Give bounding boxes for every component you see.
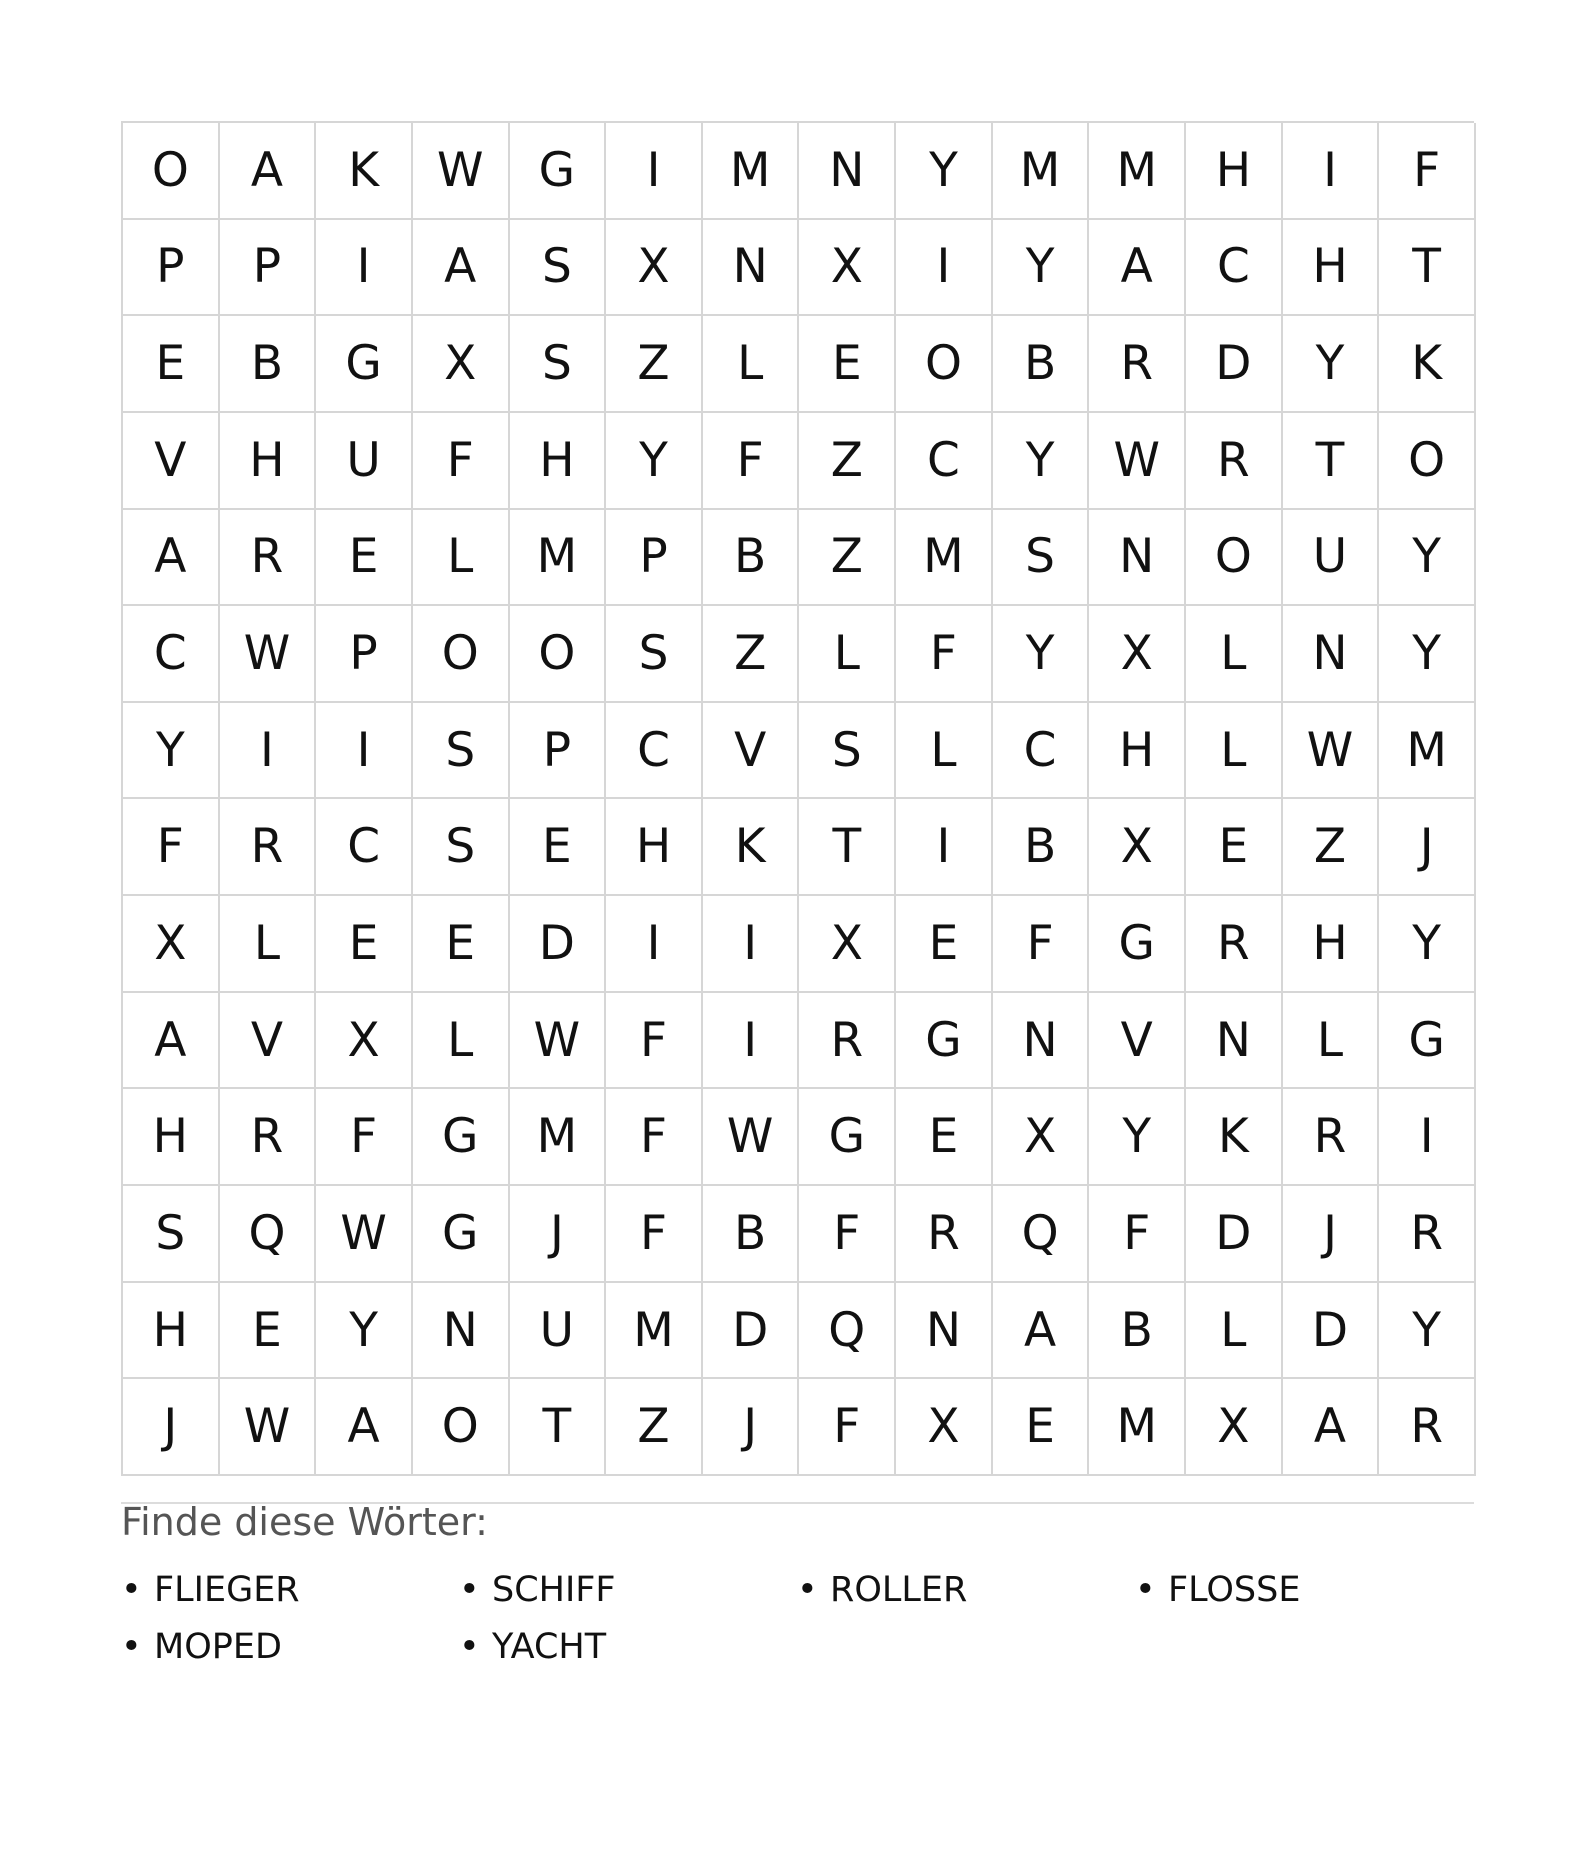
grid-cell[interactable]: Y (993, 606, 1090, 703)
word-list-item (121, 1568, 459, 1612)
grid-cell[interactable]: G (1379, 993, 1476, 1090)
word-list-item (797, 1568, 1135, 1612)
grid-cell[interactable]: B (1089, 1283, 1186, 1380)
grid-cell[interactable]: C (123, 606, 220, 703)
grid-cell[interactable]: R (1186, 896, 1283, 993)
grid-cell[interactable]: P (123, 220, 220, 317)
grid-cell[interactable]: O (413, 606, 510, 703)
grid-cell[interactable]: O (896, 316, 993, 413)
grid-cell[interactable]: H (510, 413, 607, 510)
grid-cell[interactable]: O (123, 123, 220, 220)
grid-cell[interactable]: F (413, 413, 510, 510)
grid-cell[interactable]: Y (1283, 316, 1380, 413)
grid-cell[interactable]: A (1089, 220, 1186, 317)
grid-cell[interactable]: W (703, 1089, 800, 1186)
grid-cell[interactable]: T (1379, 220, 1476, 317)
grid-cell[interactable]: U (510, 1283, 607, 1380)
grid-cell[interactable]: L (896, 703, 993, 800)
grid-cell[interactable]: N (413, 1283, 510, 1380)
grid-cell[interactable]: I (316, 703, 413, 800)
grid-cell[interactable]: X (606, 220, 703, 317)
grid-cell[interactable]: D (1283, 1283, 1380, 1380)
grid-cell[interactable]: L (1186, 1283, 1283, 1380)
bullet-icon: • (459, 1627, 480, 1667)
grid-cell[interactable]: I (896, 220, 993, 317)
grid-cell[interactable]: L (703, 316, 800, 413)
grid-cell[interactable]: R (1379, 1186, 1476, 1283)
bullet-icon: • (1135, 1570, 1156, 1610)
grid-cell[interactable]: N (799, 123, 896, 220)
grid-cell[interactable]: S (799, 703, 896, 800)
grid-cell[interactable]: M (896, 510, 993, 607)
grid-cell[interactable]: Y (1379, 606, 1476, 703)
grid-cell[interactable]: N (1283, 606, 1380, 703)
grid-cell[interactable]: D (510, 896, 607, 993)
grid-cell[interactable]: J (1379, 799, 1476, 896)
grid-cell[interactable]: M (606, 1283, 703, 1380)
grid-cell[interactable]: Y (1379, 896, 1476, 993)
word-list-item (121, 1625, 459, 1669)
grid-cell[interactable]: Z (799, 413, 896, 510)
grid-cell[interactable]: E (896, 1089, 993, 1186)
grid-cell[interactable]: E (1186, 799, 1283, 896)
grid-cell[interactable]: X (799, 896, 896, 993)
grid-cell[interactable]: L (220, 896, 317, 993)
grid-cell[interactable]: W (413, 123, 510, 220)
grid-cell[interactable]: P (220, 220, 317, 317)
grid-cell[interactable]: C (606, 703, 703, 800)
grid-cell[interactable]: O (413, 1379, 510, 1476)
grid-cell[interactable]: V (703, 703, 800, 800)
grid-cell[interactable]: V (123, 413, 220, 510)
grid-cell[interactable]: Z (606, 1379, 703, 1476)
grid-cell[interactable]: F (1379, 123, 1476, 220)
grid-cell[interactable]: M (703, 123, 800, 220)
grid-cell[interactable]: W (510, 993, 607, 1090)
grid-cell[interactable]: H (1283, 220, 1380, 317)
bullet-icon: • (121, 1627, 142, 1667)
grid-cell[interactable]: E (896, 896, 993, 993)
word-list-heading: Finde diese Wörter: (121, 1500, 488, 1544)
grid-cell[interactable]: D (703, 1283, 800, 1380)
grid-cell[interactable]: C (993, 703, 1090, 800)
grid-cell[interactable]: E (316, 896, 413, 993)
grid-cell[interactable]: M (1379, 703, 1476, 800)
grid-cell[interactable]: I (896, 799, 993, 896)
grid-cell[interactable]: O (1379, 413, 1476, 510)
grid-cell[interactable]: M (1089, 123, 1186, 220)
grid-cell[interactable]: Z (1283, 799, 1380, 896)
grid-cell[interactable]: L (413, 510, 510, 607)
grid-cell[interactable]: W (220, 1379, 317, 1476)
grid-cell[interactable]: J (703, 1379, 800, 1476)
grid-cell[interactable]: F (993, 896, 1090, 993)
grid-cell[interactable]: F (606, 993, 703, 1090)
grid-cell[interactable]: P (606, 510, 703, 607)
grid-cell[interactable]: R (799, 993, 896, 1090)
word-search-puzzle (121, 121, 1474, 1476)
grid-cell[interactable]: R (220, 799, 317, 896)
grid-cell[interactable]: P (510, 703, 607, 800)
grid-cell[interactable]: K (1186, 1089, 1283, 1186)
grid-cell[interactable]: S (993, 510, 1090, 607)
grid-cell[interactable]: A (993, 1283, 1090, 1380)
grid-cell[interactable]: C (896, 413, 993, 510)
grid-cell[interactable]: H (123, 1089, 220, 1186)
grid-cell[interactable]: S (510, 220, 607, 317)
grid-cell[interactable]: R (896, 1186, 993, 1283)
grid-cell[interactable]: Y (1379, 510, 1476, 607)
grid-cell[interactable]: I (703, 993, 800, 1090)
grid-cell[interactable]: D (1186, 316, 1283, 413)
grid-cell[interactable]: X (896, 1379, 993, 1476)
grid-cell[interactable]: R (1283, 1089, 1380, 1186)
grid-cell[interactable]: T (799, 799, 896, 896)
grid-cell[interactable]: F (1089, 1186, 1186, 1283)
grid-cell[interactable]: Y (896, 123, 993, 220)
grid-cell[interactable]: E (316, 510, 413, 607)
grid-cell[interactable]: I (1283, 123, 1380, 220)
grid-cell[interactable]: Q (799, 1283, 896, 1380)
grid-cell[interactable]: G (316, 316, 413, 413)
word-list (121, 1568, 1474, 1669)
grid-cell[interactable]: G (1089, 896, 1186, 993)
grid-cell[interactable]: E (993, 1379, 1090, 1476)
grid-cell[interactable]: F (896, 606, 993, 703)
grid-cell[interactable]: N (896, 1283, 993, 1380)
grid-cell[interactable]: X (1089, 606, 1186, 703)
grid-cell[interactable]: S (510, 316, 607, 413)
grid-cell[interactable]: M (510, 1089, 607, 1186)
grid-cell[interactable]: A (123, 510, 220, 607)
grid-cell[interactable]: L (799, 606, 896, 703)
grid-cell[interactable]: Q (993, 1186, 1090, 1283)
grid-cell[interactable]: X (993, 1089, 1090, 1186)
grid-cell[interactable]: H (1283, 896, 1380, 993)
grid-cell[interactable]: N (1089, 510, 1186, 607)
grid-cell[interactable]: L (1186, 606, 1283, 703)
word-label: FLIEGER (154, 1570, 300, 1610)
grid-cell[interactable]: I (1379, 1089, 1476, 1186)
grid-cell[interactable]: R (220, 510, 317, 607)
grid-cell[interactable]: M (510, 510, 607, 607)
bullet-icon: • (121, 1570, 142, 1610)
grid-cell[interactable]: E (413, 896, 510, 993)
grid-cell[interactable]: H (606, 799, 703, 896)
grid-cell[interactable]: Y (123, 703, 220, 800)
grid-cell[interactable]: N (993, 993, 1090, 1090)
grid-cell[interactable]: G (799, 1089, 896, 1186)
grid-cell[interactable]: Z (703, 606, 800, 703)
grid-cell[interactable]: V (220, 993, 317, 1090)
grid-cell[interactable]: I (606, 123, 703, 220)
grid-cell[interactable]: C (316, 799, 413, 896)
grid-cell[interactable]: Q (220, 1186, 317, 1283)
grid-cell[interactable]: K (316, 123, 413, 220)
grid-cell[interactable]: M (993, 123, 1090, 220)
grid-cell[interactable]: E (510, 799, 607, 896)
grid-cell[interactable]: Y (1379, 1283, 1476, 1380)
grid-cell[interactable]: S (606, 606, 703, 703)
bullet-icon: • (459, 1570, 480, 1610)
word-list-item (1135, 1568, 1473, 1612)
grid-cell[interactable]: Y (993, 413, 1090, 510)
grid-cell[interactable]: I (316, 220, 413, 317)
grid-cell[interactable]: B (993, 799, 1090, 896)
word-label: YACHT (492, 1627, 607, 1667)
grid-cell[interactable]: S (413, 799, 510, 896)
grid-cell[interactable]: N (703, 220, 800, 317)
grid-cell[interactable]: S (413, 703, 510, 800)
grid-cell[interactable]: F (123, 799, 220, 896)
grid-cell[interactable]: W (316, 1186, 413, 1283)
word-label: SCHIFF (492, 1570, 616, 1610)
grid-cell[interactable]: R (1186, 413, 1283, 510)
grid-cell[interactable]: I (606, 896, 703, 993)
grid-cell[interactable]: O (1186, 510, 1283, 607)
grid-cell[interactable]: X (1186, 1379, 1283, 1476)
grid-cell[interactable]: B (220, 316, 317, 413)
bullet-icon: • (797, 1570, 818, 1610)
word-label: MOPED (154, 1627, 282, 1667)
grid-cell[interactable]: O (510, 606, 607, 703)
grid-cell[interactable]: F (316, 1089, 413, 1186)
grid-cell[interactable]: E (123, 316, 220, 413)
grid-cell[interactable]: I (220, 703, 317, 800)
grid-cell[interactable]: F (606, 1089, 703, 1186)
grid-cell[interactable]: E (799, 316, 896, 413)
grid-cell[interactable]: B (703, 510, 800, 607)
word-list-item (459, 1568, 797, 1612)
grid-cell[interactable]: X (123, 896, 220, 993)
grid-cell[interactable]: K (1379, 316, 1476, 413)
grid-cell[interactable]: J (1283, 1186, 1380, 1283)
grid-cell[interactable]: B (703, 1186, 800, 1283)
grid-cell[interactable]: J (123, 1379, 220, 1476)
grid-cell[interactable]: L (413, 993, 510, 1090)
grid-cell[interactable]: L (1186, 703, 1283, 800)
word-label: ROLLER (830, 1570, 968, 1610)
grid-cell[interactable]: U (1283, 510, 1380, 607)
grid-cell[interactable]: W (1283, 703, 1380, 800)
grid-cell[interactable]: R (1089, 316, 1186, 413)
grid-cell[interactable]: H (123, 1283, 220, 1380)
grid-cell[interactable]: A (413, 220, 510, 317)
grid-cell[interactable]: G (413, 1089, 510, 1186)
grid-cell[interactable]: H (1089, 703, 1186, 800)
grid-cell[interactable]: G (413, 1186, 510, 1283)
grid-cell[interactable]: K (703, 799, 800, 896)
grid-cell[interactable]: R (220, 1089, 317, 1186)
grid-cell[interactable]: G (510, 123, 607, 220)
grid-cell[interactable]: F (703, 413, 800, 510)
grid-cell[interactable]: E (220, 1283, 317, 1380)
grid-cell[interactable]: A (316, 1379, 413, 1476)
grid-cell[interactable]: I (703, 896, 800, 993)
grid-cell[interactable]: N (1186, 993, 1283, 1090)
grid-cell[interactable]: A (220, 123, 317, 220)
grid-cell[interactable]: T (510, 1379, 607, 1476)
grid-cell[interactable]: X (316, 993, 413, 1090)
grid-cell[interactable]: A (1283, 1379, 1380, 1476)
grid-cell[interactable]: S (123, 1186, 220, 1283)
grid-cell[interactable]: Y (606, 413, 703, 510)
grid-cell[interactable]: Y (316, 1283, 413, 1380)
grid-cell[interactable]: R (1379, 1379, 1476, 1476)
grid-cell[interactable]: A (123, 993, 220, 1090)
grid-cell[interactable]: U (316, 413, 413, 510)
grid-cell[interactable]: F (606, 1186, 703, 1283)
grid-cell[interactable]: D (1186, 1186, 1283, 1283)
grid-cell[interactable]: Z (799, 510, 896, 607)
letter-grid (121, 121, 1474, 1476)
grid-cell[interactable]: X (1089, 799, 1186, 896)
grid-cell[interactable]: P (316, 606, 413, 703)
grid-cell[interactable]: L (1283, 993, 1380, 1090)
grid-cell[interactable]: J (510, 1186, 607, 1283)
grid-cell[interactable]: T (1283, 413, 1380, 510)
grid-cell[interactable]: W (220, 606, 317, 703)
grid-cell[interactable]: C (1186, 220, 1283, 317)
grid-cell[interactable]: Y (993, 220, 1090, 317)
grid-cell[interactable]: W (1089, 413, 1186, 510)
grid-cell[interactable]: F (799, 1186, 896, 1283)
grid-cell[interactable]: G (896, 993, 993, 1090)
grid-cell[interactable]: Y (1089, 1089, 1186, 1186)
grid-cell[interactable]: H (220, 413, 317, 510)
grid-cell[interactable]: V (1089, 993, 1186, 1090)
word-list-item (459, 1625, 797, 1669)
grid-cell[interactable]: Z (606, 316, 703, 413)
grid-cell[interactable]: F (799, 1379, 896, 1476)
grid-cell[interactable]: X (413, 316, 510, 413)
grid-cell[interactable]: H (1186, 123, 1283, 220)
grid-cell[interactable]: X (799, 220, 896, 317)
grid-cell[interactable]: B (993, 316, 1090, 413)
grid-cell[interactable]: M (1089, 1379, 1186, 1476)
word-label: FLOSSE (1168, 1570, 1301, 1610)
